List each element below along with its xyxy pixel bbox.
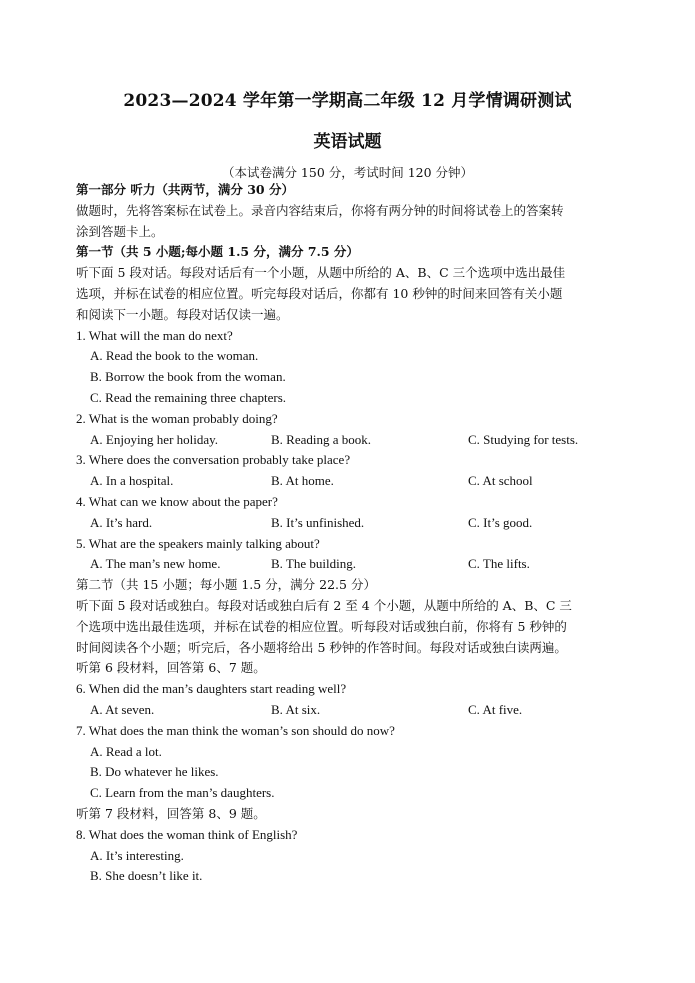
exam-body bbox=[76, 180, 661, 887]
section2-instructions-line: 个选项中选出最佳选项，并标在试卷的相应位置。听每段对话或独白前，你将有 5 秒钟的 bbox=[76, 618, 567, 634]
option-c: C. Learn from the man’s daughters. bbox=[90, 785, 275, 801]
option-a: A. In a hospital. bbox=[90, 473, 174, 489]
question-stem: 6. When did the man’s daughters start reading well? bbox=[76, 681, 347, 697]
option-b: B. At home. bbox=[271, 473, 334, 489]
part1-heading: 第一部分 听力（共两节，满分 30 分） bbox=[76, 182, 294, 197]
question-stem: 4. What can we know about the paper? bbox=[76, 493, 278, 509]
option-c: C. At school bbox=[468, 473, 533, 489]
section1-instructions-line: 选项，并标在试卷的相应位置。听完每段对话后，你都有 10 秒钟的时间来回答有关小题 bbox=[76, 285, 563, 301]
question-stem: 1. What will the man do next? bbox=[76, 327, 233, 343]
option-b: B. Do whatever he likes. bbox=[90, 764, 219, 780]
section1-instructions-line: 和阅读下一小题。每段对话仅读一遍。 bbox=[76, 306, 289, 322]
part1-instructions-line: 做题时，先将答案标在试卷上。录音内容结束后，你将有两分钟的时间将试卷上的答案转 bbox=[76, 202, 564, 218]
option-row bbox=[76, 513, 661, 534]
option-b: B. At six. bbox=[271, 701, 321, 717]
option-b: B. Borrow the book from the woman. bbox=[90, 369, 286, 385]
question-stem: 7. What does the man think the woman’s son should do now? bbox=[76, 722, 395, 738]
material-note: 听第 6 段材料，回答第 6、7 题。 bbox=[76, 660, 266, 676]
section1-heading: 第一节（共 5 小题;每小题 1.5 分，满分 7.5 分） bbox=[76, 244, 359, 260]
option-a: A. The man’s new home. bbox=[90, 556, 221, 572]
option-c: C. Read the remaining three chapters. bbox=[90, 389, 287, 405]
option-b: B. Reading a book. bbox=[271, 431, 372, 447]
question-stem: 2. What is the woman probably doing? bbox=[76, 410, 278, 426]
option-row bbox=[76, 430, 661, 451]
exam-note: （本试卷满分 150 分，考试时间 120 分钟） bbox=[221, 165, 474, 180]
option-b: B. The building. bbox=[271, 556, 356, 572]
option-c: C. The lifts. bbox=[468, 556, 530, 572]
page-subtitle: 英语试题 bbox=[313, 132, 382, 152]
option-a: A. Read a lot. bbox=[90, 743, 162, 759]
material-note: 听第 7 段材料，回答第 8、9 题。 bbox=[76, 805, 266, 821]
option-c: C. At five. bbox=[468, 701, 523, 717]
option-a: A. It’s hard. bbox=[90, 514, 153, 530]
option-row bbox=[76, 471, 661, 492]
section2-instructions-line: 听下面 5 段对话或独白。每段对话或独白后有 2 至 4 个小题，从题中所给的 A、B、C 三 bbox=[76, 597, 572, 613]
option-a: A. Read the book to the woman. bbox=[90, 348, 259, 364]
section2-heading: 第二节（共 15 小题；每小题 1.5 分，满分 22.5 分） bbox=[76, 577, 376, 593]
option-b: B. She doesn’t like it. bbox=[90, 868, 203, 884]
option-c: C. It’s good. bbox=[468, 514, 533, 530]
section2-instructions-line: 时间阅读各个小题；听完后，各小题将给出 5 秒钟的作答时间。每段对话或独白读两遍。 bbox=[76, 639, 567, 655]
question-stem: 3. Where does the conversation probably take place? bbox=[76, 452, 351, 468]
page-title: 2023—2024 学年第一学期高二年级 12 月学情调研测试 bbox=[123, 91, 572, 111]
option-row bbox=[76, 554, 661, 575]
question-stem: 5. What are the speakers mainly talking about? bbox=[76, 535, 320, 551]
option-b: B. It’s unfinished. bbox=[271, 514, 365, 530]
section1-instructions-line: 听下面 5 段对话。每段对话后有一个小题，从题中所给的 A、B、C 三个选项中选出最佳 bbox=[76, 265, 566, 281]
option-c: C. Studying for tests. bbox=[468, 431, 579, 447]
option-a: A. It’s interesting. bbox=[90, 847, 184, 863]
question-stem: 8. What does the woman think of English? bbox=[76, 826, 298, 842]
part1-instructions-line: 涂到答题卡上。 bbox=[76, 223, 164, 239]
option-row bbox=[76, 700, 661, 721]
option-a: A. Enjoying her holiday. bbox=[90, 431, 219, 447]
option-a: A. At seven. bbox=[90, 701, 155, 717]
